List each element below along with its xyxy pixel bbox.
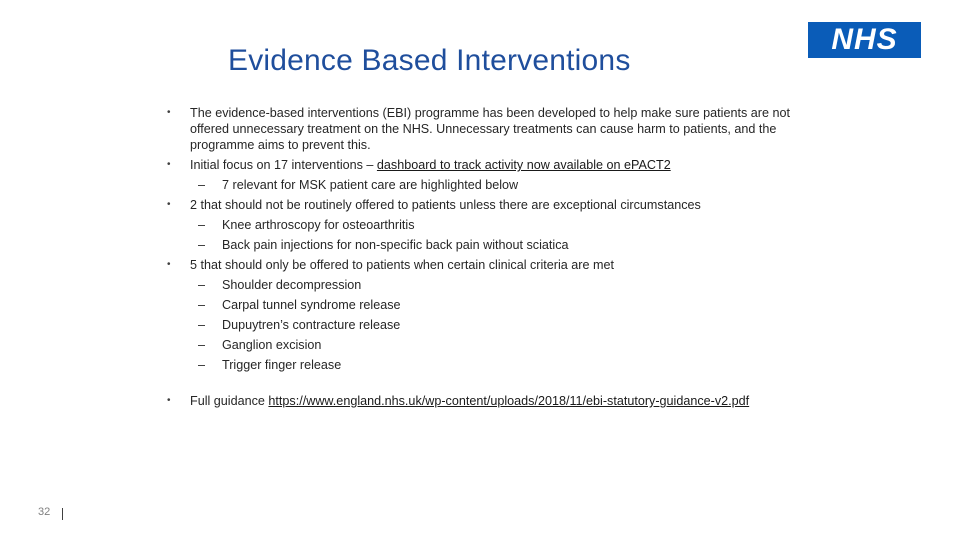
bullet-glyph: •	[167, 259, 171, 270]
page-number: 32	[38, 506, 51, 518]
bullet-glyph: •	[167, 199, 171, 210]
bullet-text: The evidence-based interventions (EBI) programme has been developed to help make sure patients are not offered unnecessary treatment on the NHS. Unnecessary treatments can cause harm to patients, and the programme aims to prevent this.	[190, 106, 790, 152]
bullet-item	[160, 105, 800, 153]
sub-bullet-text: Ganglion excision	[222, 338, 322, 352]
bullet-glyph: •	[167, 159, 171, 170]
dash-glyph: –	[198, 278, 206, 292]
dash-glyph: –	[198, 178, 206, 192]
nhs-logo-text: NHS	[831, 23, 898, 56]
sub-bullet-text: Shoulder decompression	[222, 278, 362, 292]
sub-bullet-item	[160, 297, 800, 313]
footer-divider	[62, 508, 63, 520]
sub-bullet-item	[160, 177, 800, 193]
bullet-list	[160, 105, 800, 413]
bullet-glyph: •	[167, 107, 171, 118]
sub-bullet-text: Knee arthroscopy for osteoarthritis	[222, 218, 415, 232]
bullet-text: Full guidance	[190, 394, 269, 408]
sub-bullet-item	[160, 317, 800, 333]
sub-bullet-item	[160, 357, 800, 373]
guidance-link[interactable]: https://www.england.nhs.uk/wp-content/uploads/2018/11/ebi-statutory-guidance-v2.pdf	[268, 394, 750, 408]
dash-glyph: –	[198, 238, 206, 252]
sub-bullet-text: 7 relevant for MSK patient care are highlighted below	[222, 178, 519, 192]
spacer	[160, 377, 800, 393]
bullet-item	[160, 197, 800, 213]
dash-glyph: –	[198, 318, 206, 332]
bullet-item	[160, 257, 800, 273]
bullet-item	[160, 393, 800, 409]
sub-bullet-item	[160, 217, 800, 233]
bullet-item	[160, 157, 800, 173]
sub-bullet-text: Dupuytren’s contracture release	[222, 318, 401, 332]
dash-glyph: –	[198, 358, 206, 372]
bullet-glyph: •	[167, 395, 171, 406]
dashboard-link[interactable]: dashboard to track activity now available on ePACT2	[376, 158, 671, 172]
sub-bullet-text: Trigger finger release	[222, 358, 342, 372]
bullet-text: 5 that should only be offered to patients when certain clinical criteria are met	[190, 258, 614, 272]
bullet-text: Initial focus on 17 interventions –	[190, 158, 377, 172]
sub-bullet-item	[160, 277, 800, 293]
sub-bullet-item	[160, 337, 800, 353]
sub-bullet-text: Back pain injections for non-specific back pain without sciatica	[222, 238, 569, 252]
sub-bullet-item	[160, 237, 800, 253]
dash-glyph: –	[198, 218, 206, 232]
slide-title: Evidence Based Interventions	[228, 44, 631, 77]
dash-glyph: –	[198, 298, 206, 312]
sub-bullet-text: Carpal tunnel syndrome release	[222, 298, 401, 312]
bullet-text: 2 that should not be routinely offered to patients unless there are exceptional circumstances	[190, 198, 701, 212]
dash-glyph: –	[198, 338, 206, 352]
nhs-logo	[808, 22, 921, 58]
